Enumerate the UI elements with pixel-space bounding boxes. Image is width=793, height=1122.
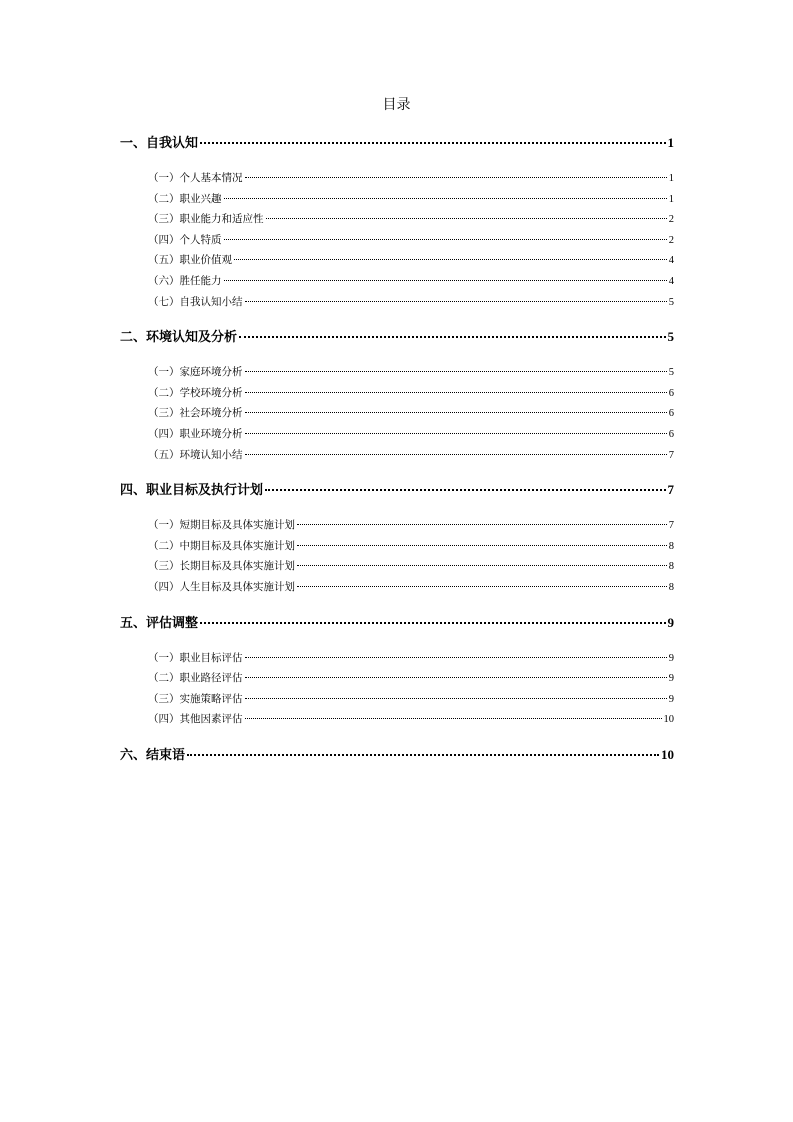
dot-leader bbox=[245, 177, 667, 178]
toc-subsection-page-number: 7 bbox=[668, 449, 674, 461]
spacer bbox=[120, 312, 674, 326]
toc-subsection-label: （二）学校环境分析 bbox=[148, 386, 243, 399]
toc-section-entry[interactable] bbox=[120, 326, 674, 348]
toc-subsection-entry[interactable] bbox=[148, 189, 674, 210]
dot-leader bbox=[245, 371, 667, 372]
toc-subsection-page-number: 2 bbox=[668, 234, 674, 246]
toc-subsection-label: （一）家庭环境分析 bbox=[148, 366, 243, 379]
toc-subsection-page-number: 10 bbox=[663, 714, 674, 726]
toc-subsection-label: （四）人生目标及具体实施计划 bbox=[148, 580, 295, 593]
toc-section-page-number: 1 bbox=[667, 135, 674, 150]
spacer bbox=[120, 348, 674, 362]
dot-leader bbox=[224, 198, 667, 199]
toc-subsection-page-number: 4 bbox=[668, 255, 674, 267]
toc-subsection-label: （三）社会环境分析 bbox=[148, 407, 243, 420]
spacer bbox=[120, 598, 674, 612]
spacer bbox=[120, 465, 674, 479]
toc-subsection-page-number: 8 bbox=[668, 581, 674, 593]
toc-subsection-entry[interactable] bbox=[148, 577, 674, 598]
toc-section-label: 四、职业目标及执行计划 bbox=[120, 483, 264, 499]
spacer bbox=[120, 501, 674, 515]
dot-leader bbox=[245, 301, 667, 302]
toc-subsection-page-number: 6 bbox=[668, 387, 674, 399]
dot-leader bbox=[234, 259, 667, 260]
toc-subsection-page-number: 9 bbox=[668, 652, 674, 664]
toc-subsection-entry[interactable] bbox=[148, 230, 674, 251]
toc-subsection-entry[interactable] bbox=[148, 362, 674, 383]
toc-title: 目录 bbox=[382, 97, 411, 113]
dot-leader bbox=[224, 239, 667, 240]
dot-leader bbox=[265, 489, 665, 491]
toc-subsection-label: （五）职业价值观 bbox=[148, 254, 232, 267]
toc-section-page-number: 5 bbox=[667, 329, 674, 345]
toc-subsection-entry[interactable] bbox=[148, 556, 674, 577]
toc-subsection-label: （三）长期目标及具体实施计划 bbox=[148, 560, 295, 573]
dot-leader bbox=[239, 336, 665, 338]
toc-subsection-page-number: 6 bbox=[668, 428, 674, 440]
dot-leader bbox=[245, 454, 667, 455]
toc-subsection-page-number: 5 bbox=[668, 367, 674, 379]
toc-subsection-entry[interactable] bbox=[148, 383, 674, 404]
toc-subsection-page-number: 8 bbox=[668, 561, 674, 573]
toc-subsection-entry[interactable] bbox=[148, 515, 674, 536]
toc-subsection-label: （六）胜任能力 bbox=[148, 274, 222, 287]
dot-leader bbox=[245, 392, 667, 393]
dot-leader bbox=[224, 280, 667, 281]
toc-subsection-entry[interactable] bbox=[148, 709, 674, 730]
dot-leader bbox=[245, 657, 667, 658]
toc-subsection-label: （二）职业兴趣 bbox=[148, 192, 222, 205]
toc-subsection-label: （七）自我认知小结 bbox=[148, 295, 243, 308]
toc-section-page-number: 9 bbox=[667, 614, 674, 630]
toc-subsection-entry[interactable] bbox=[148, 250, 674, 271]
toc-subsection-page-number: 9 bbox=[668, 693, 674, 705]
toc-section-label: 一、自我认知 bbox=[120, 136, 199, 151]
spacer bbox=[120, 154, 674, 168]
toc-section-label: 六、结束语 bbox=[120, 747, 186, 763]
toc-section-page-number: 10 bbox=[661, 746, 674, 762]
toc-subsection-page-number: 1 bbox=[668, 193, 674, 205]
toc-subsection-label: （一）个人基本情况 bbox=[148, 172, 243, 184]
toc-subsection-entry[interactable] bbox=[148, 668, 674, 689]
toc-subsection-page-number: 2 bbox=[668, 214, 674, 226]
toc-subsection-label: （四）职业环境分析 bbox=[148, 427, 243, 440]
dot-leader bbox=[245, 677, 667, 678]
toc-section-label: 二、环境认知及分析 bbox=[120, 330, 238, 346]
dot-leader bbox=[297, 586, 667, 587]
toc-subsection-label: （三）职业能力和适应性 bbox=[148, 213, 264, 226]
toc-subsection-entry[interactable] bbox=[148, 271, 674, 292]
toc-subsection-entry[interactable] bbox=[148, 536, 674, 557]
toc-subsection-entry[interactable] bbox=[148, 168, 674, 189]
toc-subsection-label: （三）实施策略评估 bbox=[148, 692, 243, 705]
toc-section-entry[interactable] bbox=[120, 744, 674, 766]
toc-subsection-page-number: 6 bbox=[668, 408, 674, 420]
toc-subsection-entry[interactable] bbox=[148, 292, 674, 313]
toc-subsection-page-number: 8 bbox=[668, 540, 674, 552]
dot-leader bbox=[297, 565, 667, 566]
toc-subsection-entry[interactable] bbox=[148, 424, 674, 445]
toc-subsection-entry[interactable] bbox=[148, 648, 674, 669]
toc-subsection-label: （五）环境认知小结 bbox=[148, 448, 243, 461]
toc-section-entry[interactable] bbox=[120, 612, 674, 634]
toc-subsection-page-number: 9 bbox=[668, 673, 674, 685]
dot-leader bbox=[200, 142, 665, 144]
spacer bbox=[120, 634, 674, 648]
toc-subsection-label: （一）职业目标评估 bbox=[148, 651, 243, 664]
spacer bbox=[120, 730, 674, 744]
toc-subsection-page-number: 7 bbox=[668, 520, 674, 532]
table-of-contents bbox=[120, 132, 674, 766]
dot-leader bbox=[297, 524, 667, 525]
dot-leader bbox=[200, 622, 665, 624]
toc-subsection-page-number: 5 bbox=[668, 296, 674, 308]
toc-subsection-label: （四）其他因素评估 bbox=[148, 713, 243, 726]
toc-subsection-entry[interactable] bbox=[148, 445, 674, 466]
toc-section-entry[interactable] bbox=[120, 132, 674, 154]
toc-subsection-page-number: 4 bbox=[668, 275, 674, 287]
toc-subsection-label: （一）短期目标及具体实施计划 bbox=[148, 519, 295, 532]
toc-subsection-label: （二）中期目标及具体实施计划 bbox=[148, 539, 295, 552]
dot-leader bbox=[266, 218, 667, 219]
toc-subsection-page-number: 1 bbox=[668, 173, 674, 184]
dot-leader bbox=[187, 754, 659, 756]
toc-subsection-entry[interactable] bbox=[148, 209, 674, 230]
dot-leader bbox=[245, 433, 667, 434]
toc-subsection-entry[interactable] bbox=[148, 403, 674, 424]
dot-leader bbox=[245, 412, 667, 413]
toc-section-label: 五、评估调整 bbox=[120, 615, 199, 631]
toc-section-page-number: 7 bbox=[667, 482, 674, 498]
toc-subsection-label: （四）个人特质 bbox=[148, 233, 222, 246]
toc-subsection-entry[interactable] bbox=[148, 689, 674, 710]
toc-subsection-label: （二）职业路径评估 bbox=[148, 672, 243, 685]
toc-section-entry[interactable] bbox=[120, 479, 674, 501]
dot-leader bbox=[245, 698, 667, 699]
dot-leader bbox=[297, 545, 667, 546]
dot-leader bbox=[245, 718, 662, 719]
